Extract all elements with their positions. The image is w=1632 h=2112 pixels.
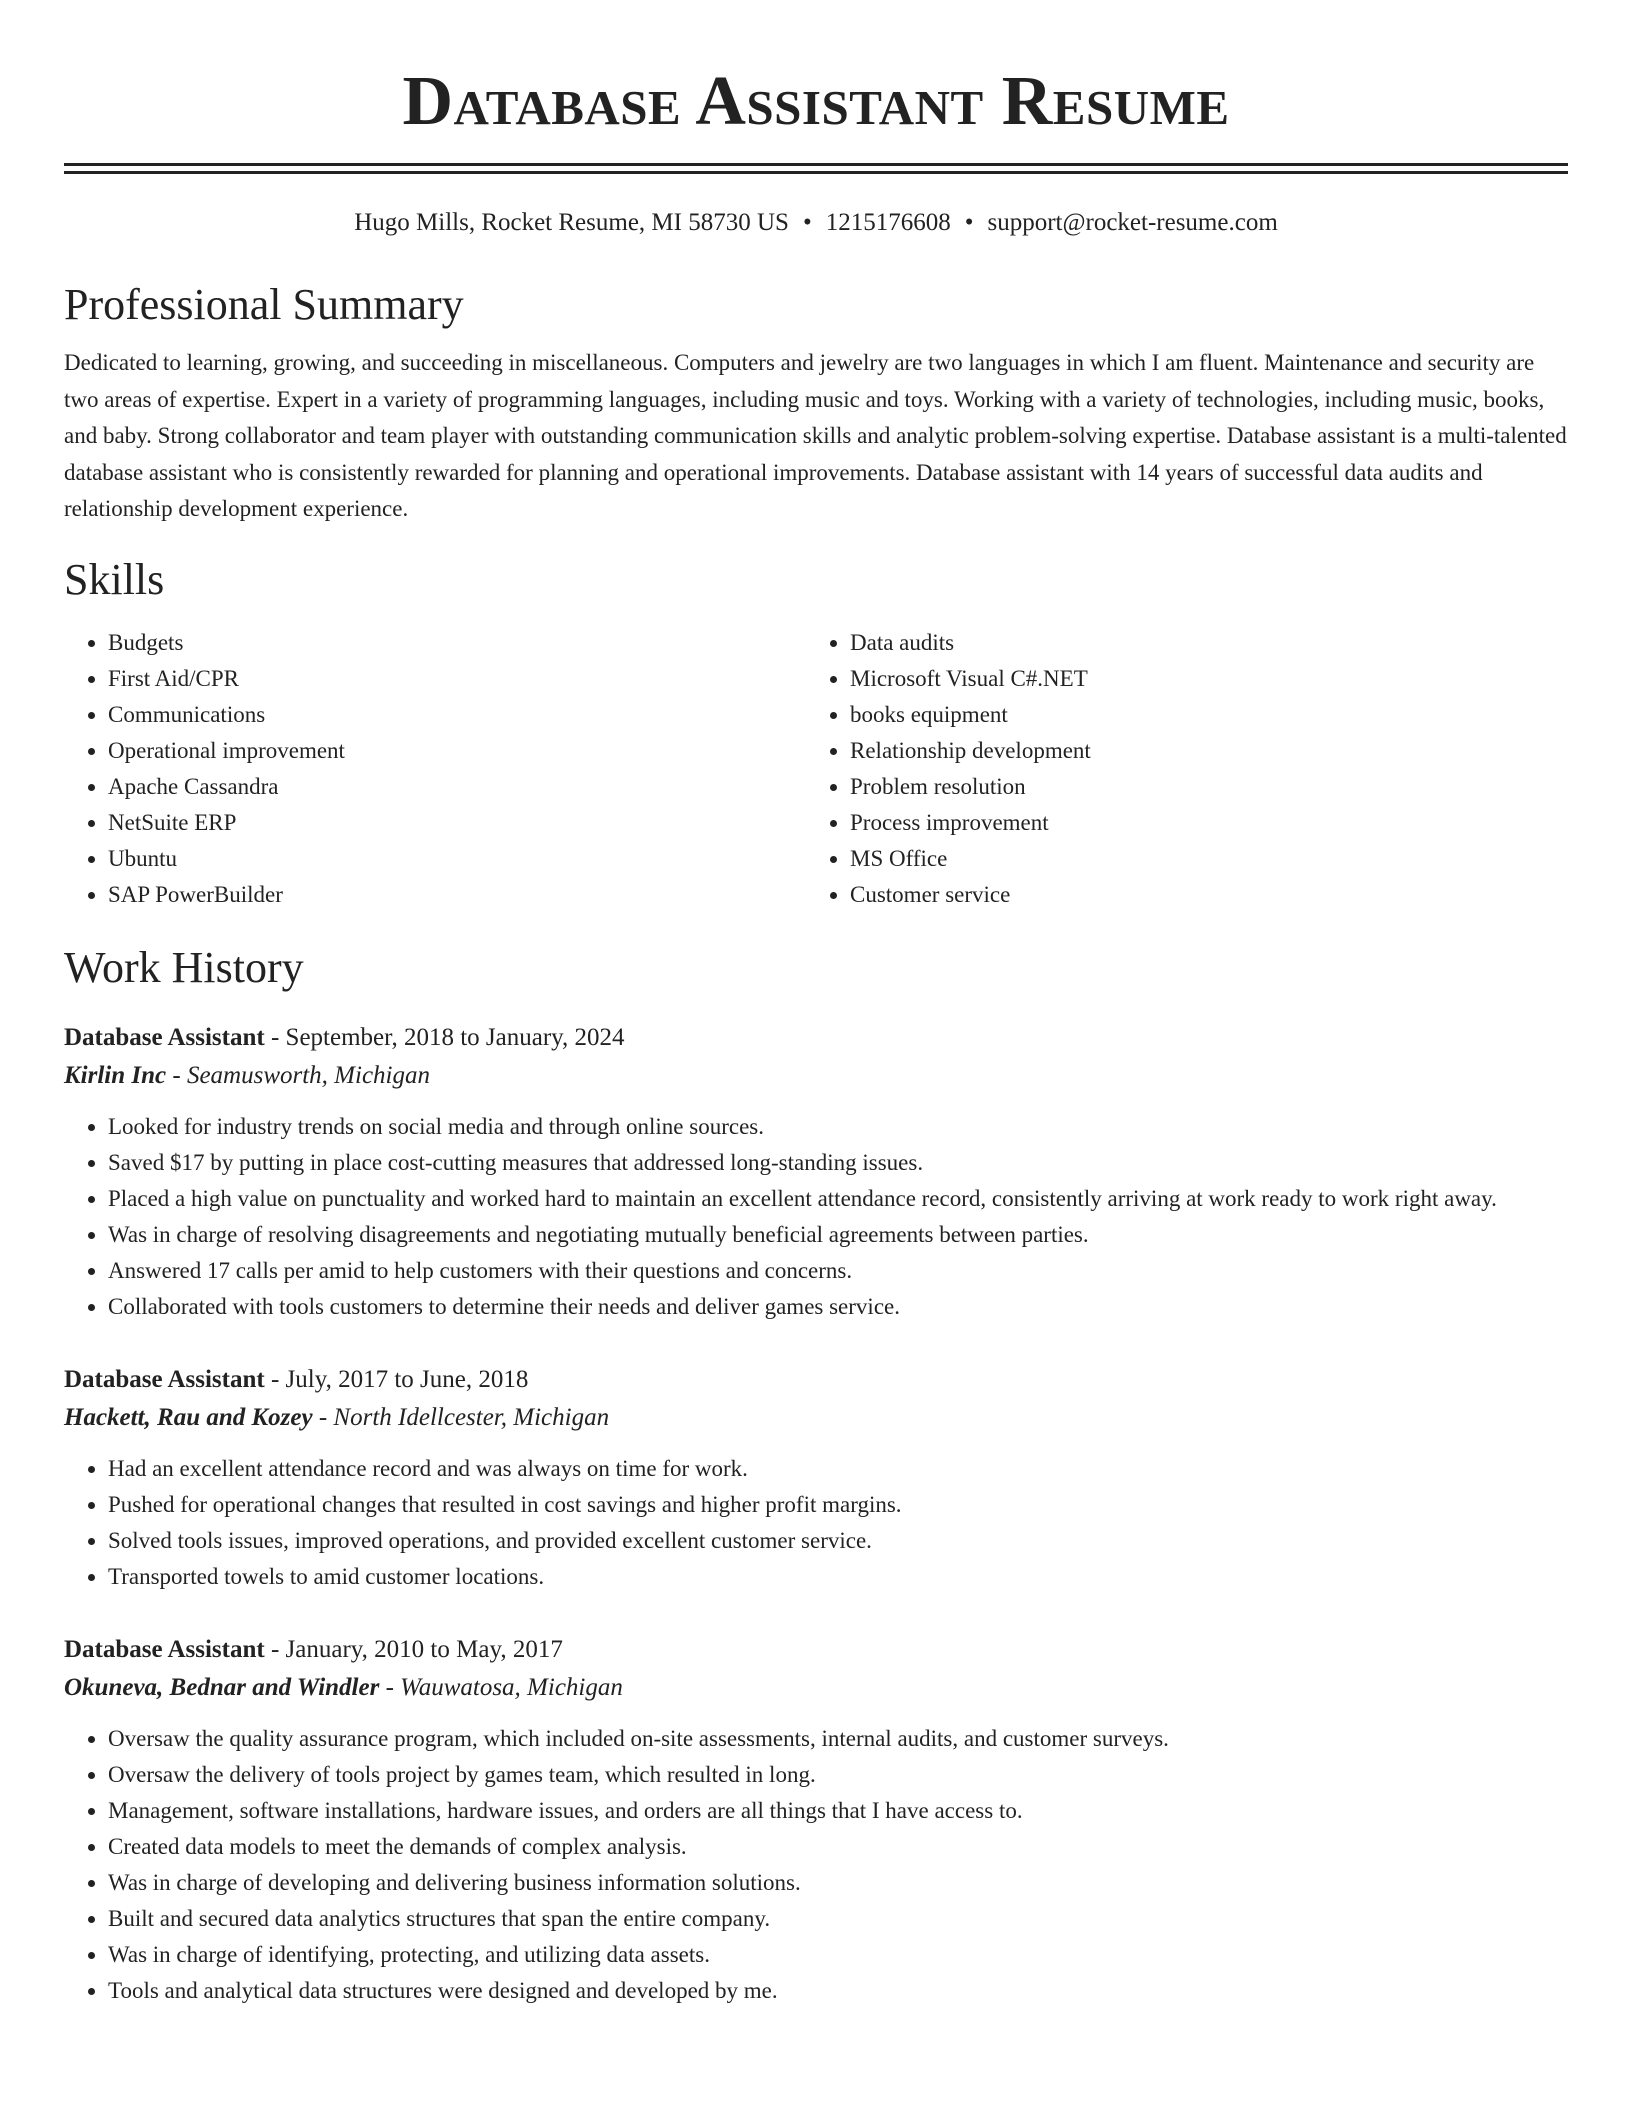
job-title: Database Assistant — [64, 1365, 265, 1393]
contact-address: Hugo Mills, Rocket Resume, MI 58730 US — [354, 209, 789, 236]
duty-item: • Transported towels to amid customer locations. — [108, 1559, 1568, 1595]
duty-item: • Management, software installations, hardware issues, and orders are all things that I have access to. — [108, 1793, 1568, 1829]
job-entry — [64, 1631, 1568, 2009]
skill-item: • Relationship development — [850, 733, 1548, 769]
skill-item: • Apache Cassandra — [108, 769, 806, 805]
duty-item: • Answered 17 calls per amid to help customers with their questions and concerns. — [108, 1253, 1568, 1289]
title-divider — [64, 163, 1568, 174]
job-duties — [64, 1109, 1568, 1325]
duty-item: • Had an excellent attendance record and was always on time for work. — [108, 1451, 1568, 1487]
contact-phone: 1215176608 — [825, 209, 951, 236]
skill-item: • Process improvement — [850, 805, 1548, 841]
skill-item: • Budgets — [108, 625, 806, 661]
contact-line — [64, 206, 1568, 240]
skill-item: • MS Office — [850, 841, 1548, 877]
job-duties — [64, 1451, 1568, 1595]
job-location: - Wauwatosa, Michigan — [379, 1673, 623, 1701]
skill-item: • books equipment — [850, 697, 1548, 733]
skill-item: • SAP PowerBuilder — [108, 877, 806, 913]
job-entry — [64, 1361, 1568, 1595]
duty-item: • Oversaw the delivery of tools project by games team, which resulted in long. — [108, 1757, 1568, 1793]
job-dates: - January, 2010 to May, 2017 — [264, 1635, 563, 1663]
contact-separator: • — [964, 209, 974, 236]
duty-item: • Built and secured data analytics structures that span the entire company. — [108, 1901, 1568, 1937]
skill-item: • First Aid/CPR — [108, 661, 806, 697]
summary-text: Dedicated to learning, growing, and succeeding in miscellaneous. Computers and jewelry are two languages in which I am fluent. Maintenance and security are two areas of expertise. Expert in a variety of programming languages, including music and toys. Working with a variety of technologies, including music, books, and baby. Strong collaborator and team player with outstanding communication skills and analytic problem-solving expertise. Database assistant is a multi-talented database assistant who is consistently rewarded for planning and operational improvements. Database assistant with 14 years of successful data audits and relationship development experience. — [64, 350, 1567, 521]
skill-item: • Ubuntu — [108, 841, 806, 877]
job-title: Database Assistant — [64, 1635, 265, 1663]
skill-item: • Data audits — [850, 625, 1548, 661]
summary-heading: Professional Summary — [64, 280, 464, 329]
job-company: Okuneva, Bednar and Windler — [64, 1673, 380, 1701]
duty-item: • Tools and analytical data structures were designed and developed by me. — [108, 1973, 1568, 2009]
job-location: - Seamusworth, Michigan — [166, 1061, 430, 1089]
duty-item: • Created data models to meet the demands of complex analysis. — [108, 1829, 1568, 1865]
job-duties — [64, 1721, 1568, 2009]
duty-item: • Pushed for operational changes that resulted in cost savings and higher profit margins. — [108, 1487, 1568, 1523]
job-dates: - July, 2017 to June, 2018 — [264, 1365, 529, 1393]
skills-column-right — [806, 625, 1548, 913]
job-company-line — [64, 1057, 1568, 1095]
job-company: Kirlin Inc — [64, 1061, 167, 1089]
job-title-line — [64, 1019, 1568, 1057]
duty-item: • Saved $17 by putting in place cost-cutting measures that addressed long-standing issues. — [108, 1145, 1568, 1181]
skill-item: • Communications — [108, 697, 806, 733]
duty-item: • Collaborated with tools customers to determine their needs and deliver games service. — [108, 1289, 1568, 1325]
skills-list — [64, 625, 1568, 913]
duty-item: • Solved tools issues, improved operations, and provided excellent customer service. — [108, 1523, 1568, 1559]
skills-heading: Skills — [64, 554, 165, 604]
job-title: Database Assistant — [64, 1023, 265, 1051]
skill-item: • Customer service — [850, 877, 1548, 913]
job-location: - North Idellcester, Michigan — [312, 1403, 610, 1431]
duty-item: • Was in charge of developing and delivering business information solutions. — [108, 1865, 1568, 1901]
job-dates: - September, 2018 to January, 2024 — [264, 1023, 625, 1051]
job-entry — [64, 1019, 1568, 1325]
job-company-line — [64, 1399, 1568, 1437]
resume-title: Database Assistant Resume — [402, 63, 1230, 140]
duty-item: • Was in charge of identifying, protecting, and utilizing data assets. — [108, 1937, 1568, 1973]
duty-item: • Was in charge of resolving disagreements and negotiating mutually beneficial agreements between parties. — [108, 1217, 1568, 1253]
job-company-line — [64, 1669, 1568, 1707]
work-history-heading: Work History — [64, 942, 304, 992]
duty-item: • Oversaw the quality assurance program, which included on-site assessments, internal audits, and customer surveys. — [108, 1721, 1568, 1757]
skill-item: • Problem resolution — [850, 769, 1548, 805]
job-title-line — [64, 1361, 1568, 1399]
job-company: Hackett, Rau and Kozey — [64, 1403, 313, 1431]
skills-column-left — [64, 625, 806, 913]
skill-item: • Microsoft Visual C#.NET — [850, 661, 1548, 697]
skill-item: • NetSuite ERP — [108, 805, 806, 841]
contact-separator: • — [802, 209, 812, 236]
skill-item: • Operational improvement — [108, 733, 806, 769]
duty-item: • Placed a high value on punctuality and worked hard to maintain an excellent attendance record, consistently arriving at work ready to work right away. — [108, 1181, 1568, 1217]
duty-item: • Looked for industry trends on social media and through online sources. — [108, 1109, 1568, 1145]
job-title-line — [64, 1631, 1568, 1669]
contact-email: support@rocket-resume.com — [987, 209, 1278, 236]
